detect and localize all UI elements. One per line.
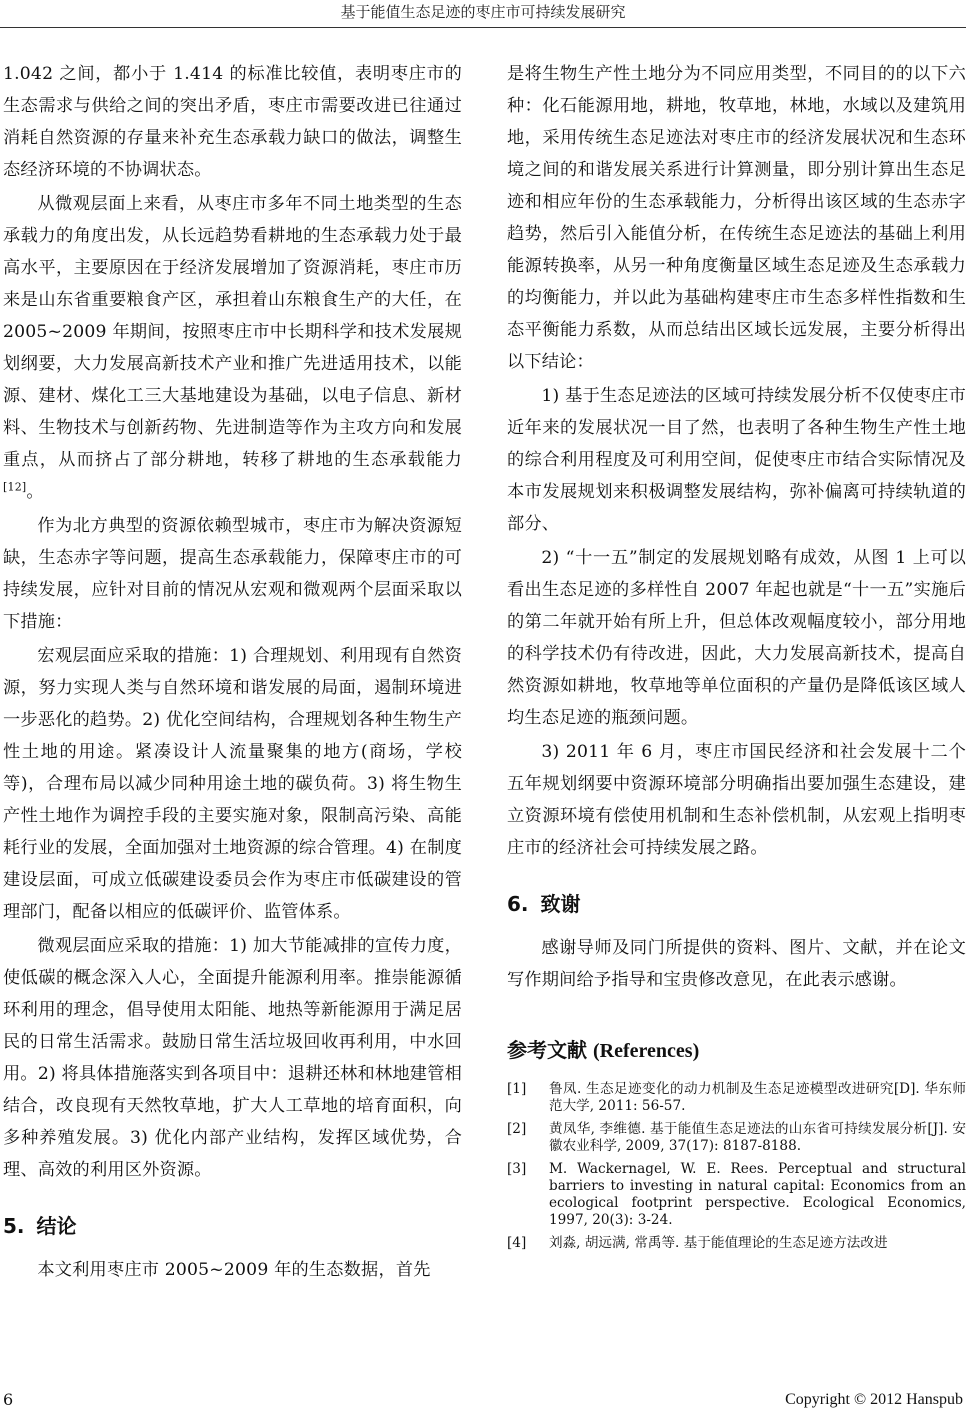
body-paragraph: 感谢导师及同门所提供的资料、图片、文献，并在论文写作期间给予指导和宝贵修改意见，在此表示感谢。 [507,938,966,990]
body-paragraph: 本文利用枣庄市 2005~2009 年的生态数据，首先 [37,1260,431,1280]
paragraph-end-punct: 。 [26,482,44,502]
reference-text: 鲁凤. 生态足迹变化的动力机制及生态足迹模型改进研究[D]. 华东师范大学, 2011: 56-57. [549,1081,966,1114]
section-number: 5. [3,1214,25,1238]
body-paragraph: 宏观层面应采取的措施：1) 合理规划、利用现有自然资源，努力实现人类与自然环境和谐发展的局面，遏制环境进一步恶化的趋势。2) 优化空间结构，合理规划各种生物生产性土地的用途。紧凑设计人流量聚集的地方(商场，学校等)，合理布局以减少同种用途土地的碳负荷。3) 将生物生产性土地作为调控手段的主要实施对象，限制高污染、高能耗行业的发展，全面加强对土地资源的综合管理。4) 在制度建设层面，可成立低碳建设委员会作为枣庄市低碳建设的管理部门，配备以相应的低碳评价、监管体系。 [3,646,462,922]
running-header: 基于能值生态足迹的枣庄市可持续发展研究 [340,3,626,21]
reference-item [507,1121,966,1155]
body-paragraph: 是将生物生产性土地分为不同应用类型，不同目的的以下六种：化石能源用地，耕地，牧草地，林地，水域以及建筑用地，采用传统生态足迹法对枣庄市的经济发展状况和生态环境之间的和谐发展关系进行计算测量，即分别计算出生态足迹和相应年份的生态承载能力，分析得出该区域的生态赤字趋势，然后引入能值分析，在传统生态足迹法的基础上利用能源转换率，从另一种角度衡量区域生态足迹及生态承载力的均衡能力，并以此为基础构建枣庄市生态多样性指数和生态平衡能力系数，从而总结出区域长远发展，主要分析得出以下结论： [507,64,966,372]
page-number: 6 [3,1390,14,1409]
section-heading-acknowledgement [507,890,966,918]
section-heading-conclusion [3,1212,462,1240]
reference-number: [3] [507,1161,527,1177]
reference-item [507,1161,966,1229]
section-title: 结论 [36,1214,77,1238]
references-title-cn: 参考文献 [507,1038,587,1062]
body-paragraph: 2) “十一五”制定的发展规划略有成效，从图 1 上可以看出生态足迹的多样性自 2007 年起也就是“十一五”实施后的第二年就开始有所上升，但总体改观幅度较小，部分用地的科学技术仍有待改进，因此，大力发展高新技术，提高自然资源如耕地，牧草地等单位面积的产量仍是降低该区域人均生态足迹的瓶颈问题。 [507,548,966,728]
reference-number: [1] [507,1081,527,1097]
section-number: 6. [507,892,529,916]
right-column [507,58,966,1258]
reference-number: [4] [507,1235,527,1251]
reference-text: M. Wackernagel, W. E. Rees. Perceptual and structural barriers to investing in natural capital: Economics from an ecological footprint perspective. Ecological Economics, 1997, 20(3): 3-24. [549,1161,966,1228]
copyright-notice: Copyright © 2012 Hanspub [785,1391,963,1408]
left-column [3,58,462,1286]
paragraph-text: 从微观层面上来看，从枣庄市多年不同土地类型的生态承载力的角度出发，从长远趋势看耕地的生态承载力处于最高水平，主要原因在于经济发展增加了资源消耗，枣庄市历来是山东省重要粮食产区，承担着山东粮食生产的大任，在 2005~2009 年期间，按照枣庄市中长期科学和技术发展规划纲要，大力发展高新技术产业和推广先进适用技术，以能源、建材、煤化工三大基地建设为基础，以电子信息、新材料、生物技术与创新药物、先进制造等作为主攻方向和发展重点，从而挤占了部分耕地，转移了耕地的生态承载能力 [3,194,462,470]
citation-marker: [12] [3,480,27,494]
references-heading [507,1036,966,1065]
body-paragraph: 作为北方典型的资源依赖型城市，枣庄市为解决资源短缺，生态赤字等问题，提高生态承载能力，保障枣庄市的可持续发展，应针对目前的情况从宏观和微观两个层面采取以下措施： [3,516,462,632]
reference-item [507,1081,966,1115]
body-paragraph: 1.042 之间，都小于 1.414 的标准比较值，表明枣庄市的生态需求与供给之间的突出矛盾，枣庄市需要改进已往通过消耗自然资源的存量来补充生态承载力缺口的做法，调整生态经济环境的不协调状态。 [3,64,462,180]
body-paragraph: 3) 2011 年 6 月，枣庄市国民经济和社会发展十二个五年规划纲要中资源环境部分明确指出要加强生态建设，建立资源环境有偿使用机制和生态补偿机制，从宏观上指明枣庄市的经济社会可持续发展之路。 [507,742,966,858]
reference-number: [2] [507,1121,527,1137]
section-title: 致谢 [540,892,581,916]
body-paragraph: 微观层面应采取的措施：1) 加大节能减排的宣传力度，使低碳的概念深入人心，全面提升能源利用率。推崇能源循环利用的理念，倡导使用太阳能、地热等新能源用于满足居民的日常生活需求。鼓励日常生活垃圾回收再利用，中水回用。2) 将具体措施落实到各项目中：退耕还林和林地建管相结合，改良现有天然牧草地，扩大人工草地的培育面积，向多种养殖发展。3) 优化内部产业结构，发挥区域优势，合理、高效的利用区外资源。 [3,936,462,1180]
body-paragraph [3,188,462,508]
header-divider [0,27,966,28]
references-title-en: (References) [593,1040,700,1062]
reference-text: 黄凤华, 李维德. 基于能值生态足迹法的山东省可持续发展分析[J]. 安徽农业科学, 2009, 37(17): 8187-8188. [549,1121,966,1154]
body-paragraph: 1) 基于生态足迹法的区域可持续发展分析不仅使枣庄市近年来的发展状况一目了然，也表明了各种生物生产性土地的综合利用程度及可利用空间，促使枣庄市结合实际情况及本市发展规划来积极调整发展结构，弥补偏离可持续轨道的部分、 [507,386,966,534]
reference-item [507,1235,966,1252]
reference-text: 刘淼, 胡远满, 常禹等. 基于能值理论的生态足迹方法改进 [549,1235,888,1251]
